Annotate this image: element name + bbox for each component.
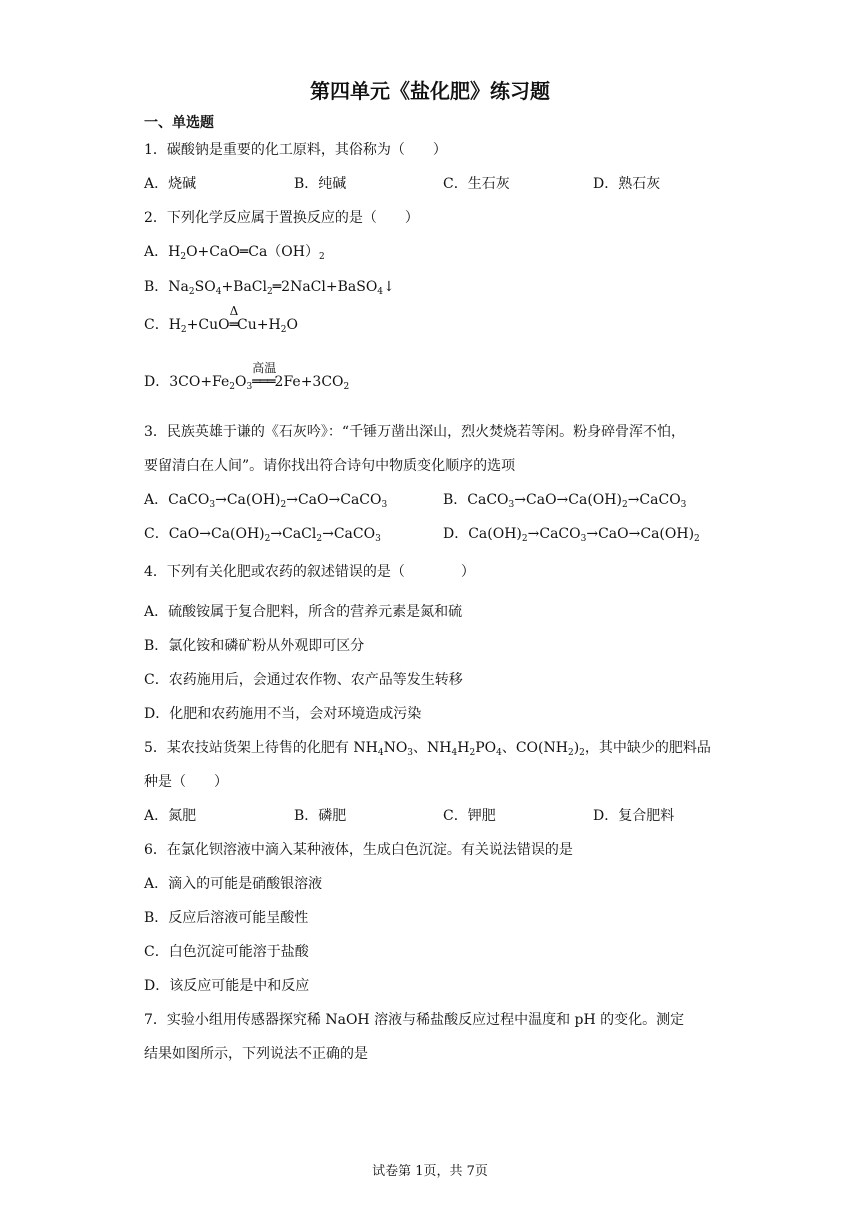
question-3-stem-line-2: 要留清白在人间”。请你找出符合诗句中物质变化顺序的选项	[144, 458, 516, 474]
q6-option-a: A．滴入的可能是硝酸银溶液	[144, 876, 323, 892]
q1-option-b: B．纯碱	[294, 176, 347, 192]
q1-option-d: D．熟石灰	[593, 176, 661, 192]
q4-option-d: D．化肥和农药施用不当，会对环境造成污染	[144, 706, 422, 722]
page-title: 第四单元《盐化肥》练习题	[310, 79, 550, 103]
q6-option-d: D．该反应可能是中和反应	[144, 978, 310, 994]
q6-option-b: B．反应后溶液可能呈酸性	[144, 910, 309, 926]
page-footer: 试卷第 1页，共 7页	[372, 1164, 488, 1179]
question-5-stem-line-1: 5．某农技站货架上待售的化肥有 $NH_4NO_3$、$NH_4H_2PO_4$、$CO(NH_2)_2$，其中缺少的肥料品	[144, 740, 711, 758]
reaction-condition-high-temp: 高温 ═══	[252, 361, 277, 390]
q2-option-a: A．$H_2O+CaO═Ca(OH)_2$	[144, 244, 325, 262]
question-3-stem-line-1: 3．民族英雄于谦的《石灰吟》：“千锤万凿出深山，烈火焚烧若等闲。粉身碎骨浑不怕，	[144, 424, 686, 440]
q1-option-a: A．烧碱	[144, 176, 197, 192]
q2-option-b: B．$Na_2SO_4+BaCl_2═2NaCl+BaSO_4↓$	[144, 279, 395, 297]
q5-option-c: C．钾肥	[443, 808, 496, 824]
q5-option-d: D．复合肥料	[593, 808, 675, 824]
question-2-stem: 2．下列化学反应属于置换反应的是（ ）	[144, 210, 419, 226]
q2-option-d: D．$3CO+Fe_2O_3$ 高温 $═══2Fe+3CO_2$	[144, 361, 350, 392]
section-heading: 一、单选题	[144, 115, 214, 131]
question-6-stem: 6．在氯化钡溶液中滴入某种液体，生成白色沉淀。有关说法错误的是	[144, 842, 573, 858]
q5-option-a: A．氮肥	[144, 808, 197, 824]
reaction-condition-heat: Δ ═	[229, 304, 239, 333]
q6-option-c: C．白色沉淀可能溶于盐酸	[144, 944, 309, 960]
q4-option-a: A．硫酸铵属于复合肥料，所含的营养元素是氮和硫	[144, 604, 463, 620]
q1-option-c: C．生石灰	[443, 176, 510, 192]
q3-option-d: D．$Ca(OH)_2\to CaCO_3\to CaO\to Ca(OH)_2$	[443, 526, 700, 544]
q4-option-c: C．农药施用后，会通过农作物、农产品等发生转移	[144, 672, 463, 688]
q5-option-b: B．磷肥	[294, 808, 347, 824]
question-7-stem-line-2: 结果如图所示，下列说法不正确的是	[144, 1046, 368, 1062]
q3-option-c: C．$CaO\to Ca(OH)_2\to CaCl_2\to CaCO_3$	[144, 526, 381, 544]
q3-option-b: B．$CaCO_3\to CaO\to Ca(OH)_2\to CaCO_3$	[443, 492, 687, 510]
q3-option-a: A．$CaCO_3\to Ca(OH)_2\to CaO\to CaCO_3$	[144, 492, 388, 510]
question-5-stem-line-2: 种是（ ）	[144, 774, 228, 790]
question-4-stem: 4．下列有关化肥或农药的叙述错误的是（ ）	[144, 564, 475, 580]
q4-option-b: B．氯化铵和磷矿粉从外观即可区分	[144, 638, 365, 654]
q2-option-c: C．$H_2+CuO$ Δ $═Cu+H_2O$	[144, 304, 298, 335]
question-7-stem-line-1: 7．实验小组用传感器探究稀 NaOH 溶液与稀盐酸反应过程中温度和 pH 的变化。测定	[144, 1012, 685, 1028]
question-1-stem: 1．碳酸钠是重要的化工原料，其俗称为（ ）	[144, 142, 447, 158]
